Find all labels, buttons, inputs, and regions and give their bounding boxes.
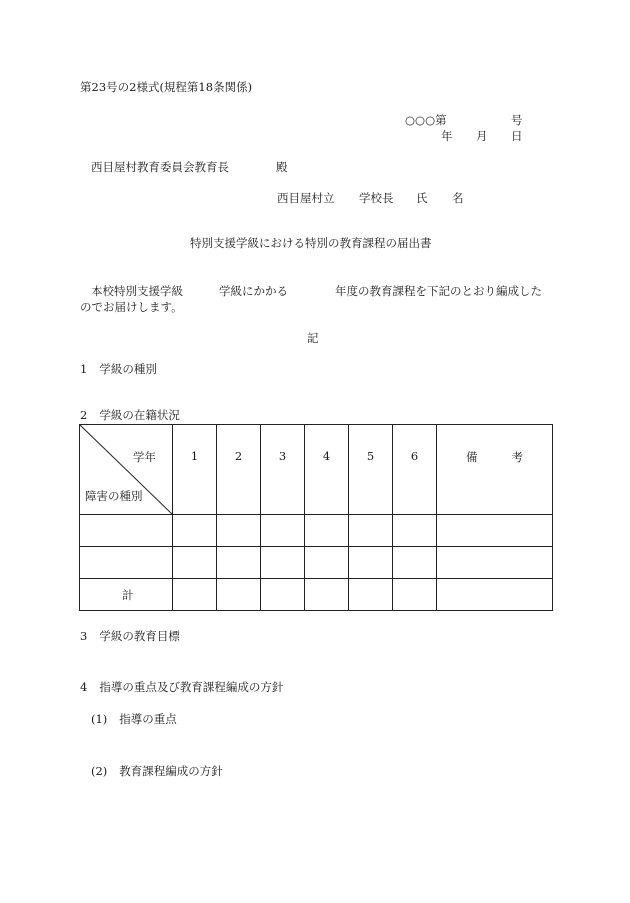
grade-3-header: 3	[261, 425, 305, 515]
form-number: 第23号の2様式(規程第18条関係)	[80, 80, 253, 94]
table-cell[interactable]	[305, 515, 349, 547]
section-4-2-label: 教育課程編成の方針	[119, 764, 223, 778]
date-month-label: 月	[476, 129, 488, 143]
grade-5-header: 5	[349, 425, 393, 515]
table-cell[interactable]	[217, 515, 261, 547]
table-cell[interactable]	[217, 547, 261, 579]
section-4-2-heading	[91, 766, 223, 778]
sender-name-label-mei: 名	[452, 191, 464, 205]
section-1-number: 1	[80, 362, 88, 376]
diagonal-header-cell	[80, 425, 173, 515]
document-title: 特別支援学級における特別の教育課程の届出書	[190, 236, 432, 250]
table-cell[interactable]	[437, 515, 553, 547]
remarks-header-bi: 備	[466, 450, 478, 464]
section-4-heading	[80, 682, 283, 694]
table-cell[interactable]	[173, 515, 217, 547]
section-4-1-heading	[91, 714, 177, 726]
table-cell[interactable]	[173, 547, 217, 579]
table-cell[interactable]	[261, 515, 305, 547]
addressee-honorific: 殿	[276, 160, 288, 174]
grade-1-header: 1	[173, 425, 217, 515]
body-part-2: 学級にかかる	[219, 284, 288, 298]
section-3-heading	[80, 631, 180, 643]
table-cell[interactable]	[437, 579, 553, 611]
table-header-row	[80, 425, 553, 515]
section-3-label: 学級の教育目標	[99, 629, 180, 643]
addressee-name: 西目屋村教育委員会教育長	[91, 160, 229, 174]
table-cell[interactable]	[393, 515, 437, 547]
grade-4-header: 4	[305, 425, 349, 515]
section-4-2-number: (2)	[91, 764, 108, 778]
ki-heading: 記	[307, 331, 319, 345]
table-cell[interactable]	[305, 547, 349, 579]
table-row	[80, 515, 553, 547]
table-cell[interactable]	[393, 579, 437, 611]
table-cell[interactable]	[261, 579, 305, 611]
section-2-heading	[80, 410, 180, 422]
body-part-3: 年度の教育課程を下記のとおり編成した	[335, 284, 542, 298]
sender-name-label-shi: 氏	[416, 191, 428, 205]
table-cell[interactable]	[305, 579, 349, 611]
section-4-number: 4	[80, 680, 88, 694]
date-year-label: 年	[441, 129, 453, 143]
remarks-header-kou: 考	[511, 450, 523, 464]
sender-village: 西目屋村立	[277, 191, 335, 205]
enrollment-table	[79, 424, 553, 611]
document-number-suffix: 号	[511, 113, 523, 127]
section-1-heading	[80, 364, 157, 376]
table-total-row	[80, 579, 553, 611]
document-number-label: ○○○第	[405, 113, 447, 127]
table-cell[interactable]	[217, 579, 261, 611]
body-line-2: のでお届けします。	[80, 300, 183, 314]
section-2-label: 学級の在籍状況	[99, 408, 180, 422]
table-cell[interactable]	[349, 579, 393, 611]
grade-header: 学年	[133, 450, 156, 464]
table-cell[interactable]	[393, 547, 437, 579]
section-3-number: 3	[80, 629, 88, 643]
disability-type-header: 障害の種別	[85, 489, 143, 503]
table-cell[interactable]	[173, 579, 217, 611]
section-1-label: 学級の種別	[99, 362, 157, 376]
section-4-1-label: 指導の重点	[119, 712, 177, 726]
table-cell[interactable]	[437, 547, 553, 579]
grade-2-header: 2	[217, 425, 261, 515]
table-cell[interactable]	[349, 547, 393, 579]
section-2-number: 2	[80, 408, 88, 422]
date-day-label: 日	[511, 129, 523, 143]
body-part-1: 本校特別支援学級	[91, 284, 183, 298]
table-cell[interactable]	[349, 515, 393, 547]
remarks-header	[437, 425, 553, 515]
grade-6-header: 6	[393, 425, 437, 515]
section-4-1-number: (1)	[91, 712, 108, 726]
table-row	[80, 547, 553, 579]
body-line-1	[91, 286, 542, 298]
table-cell[interactable]	[261, 547, 305, 579]
total-label: 計	[80, 579, 173, 611]
table-cell[interactable]	[80, 547, 173, 579]
section-4-label: 指導の重点及び教育課程編成の方針	[99, 680, 284, 694]
table-cell[interactable]	[80, 515, 173, 547]
sender-role: 学校長	[359, 191, 394, 205]
